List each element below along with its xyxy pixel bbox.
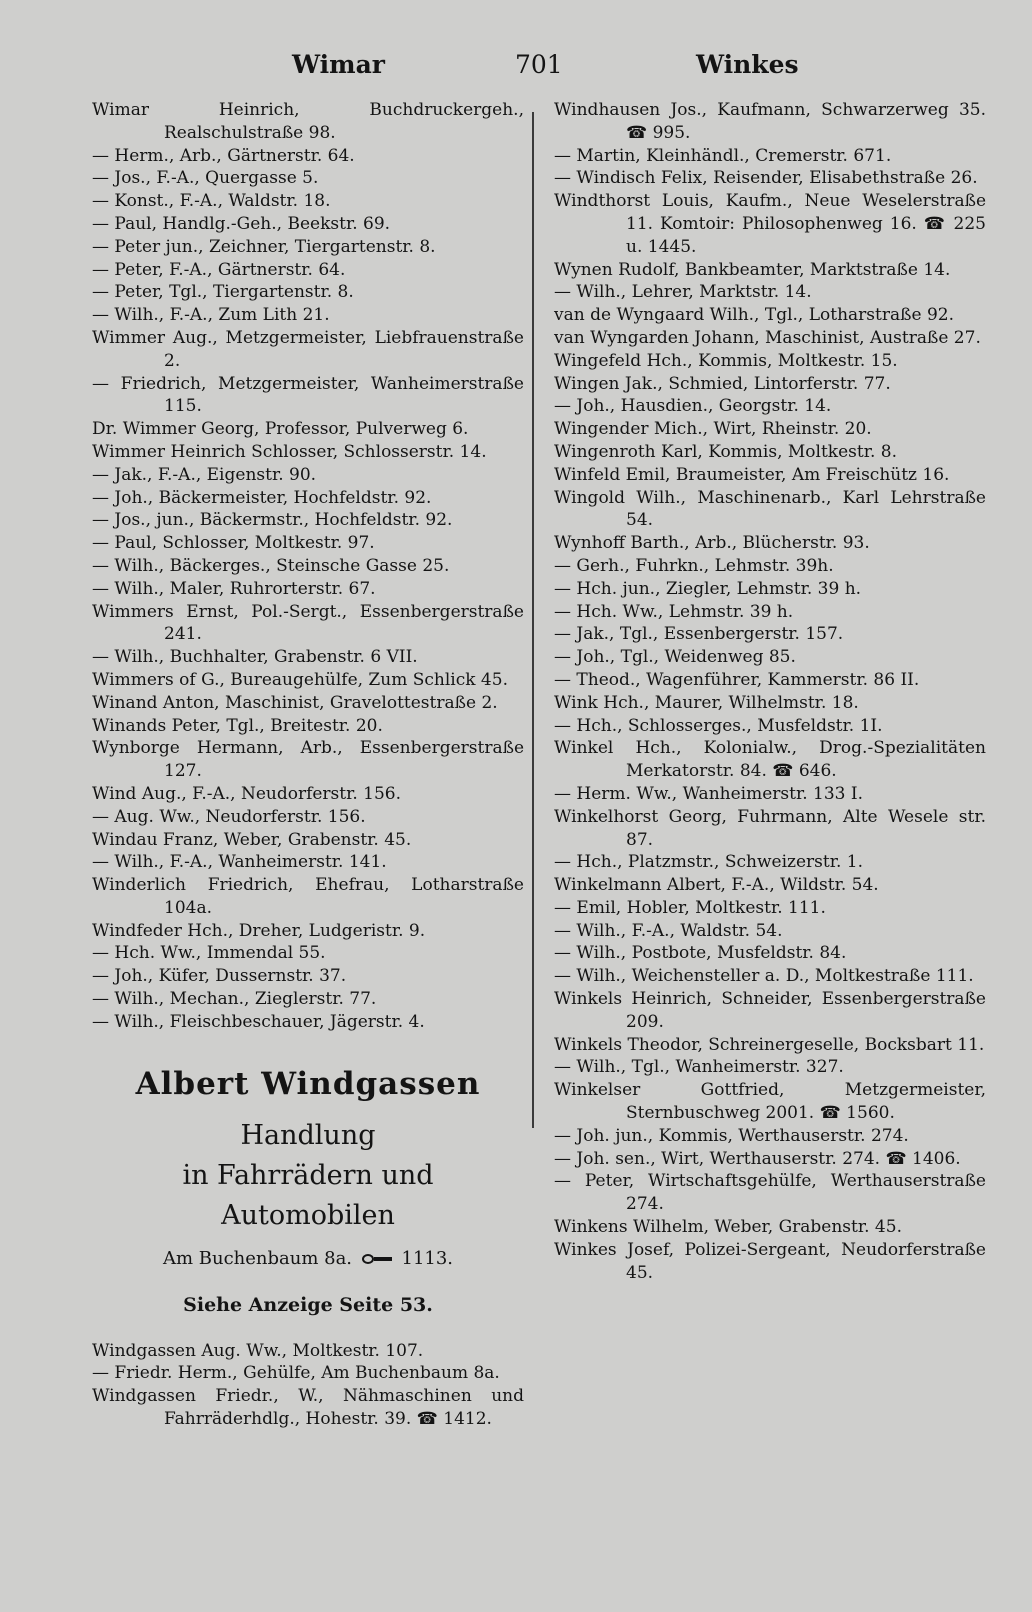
directory-entry: Winkens Wilhelm, Weber, Grabenstr. 45. — [554, 1217, 902, 1238]
directory-entry: Wingen Jak., Schmied, Lintorferstr. 77. — [554, 373, 891, 394]
telephone-icon — [362, 1252, 392, 1266]
directory-entry: — Paul, Handlg.-Geh., Beekstr. 69. — [92, 213, 391, 234]
directory-entry: Wingender Mich., Wirt, Rheinstr. 20. — [554, 419, 872, 440]
directory-entry: Wingefeld Hch., Kommis, Moltkestr. 15. — [554, 350, 898, 371]
directory-entry: — Peter, Wirtschaftsgehülfe, Werthauserstraße 274. — [554, 1171, 986, 1215]
directory-entry: Wimmers of G., Bureaugehülfe, Zum Schlick 45. — [92, 669, 508, 690]
directory-entry: — Emil, Hobler, Moltkestr. 111. — [554, 897, 826, 918]
directory-entry: — Jos., jun., Bäckermstr., Hochfeldstr. 92. — [92, 510, 453, 531]
directory-entry: Windfeder Hch., Dreher, Ludgeristr. 9. — [92, 920, 426, 941]
ad-line-2: in Fahrrädern und Automobilen — [182, 1159, 434, 1231]
directory-entry: — Wilh., Lehrer, Marktstr. 14. — [554, 282, 812, 303]
directory-entry: Winkelhorst Georg, Fuhrmann, Alte Wesele str. 87. — [554, 806, 986, 850]
directory-entry: Winfeld Emil, Braumeister, Am Freischütz 16. — [554, 464, 950, 485]
directory-entry: — Hch. Ww., Lehmstr. 39 h. — [554, 601, 794, 622]
directory-entry: — Gerh., Fuhrkn., Lehmstr. 39h. — [554, 555, 834, 576]
directory-entry: Wingenroth Karl, Kommis, Moltkestr. 8. — [554, 441, 898, 462]
directory-entry: van Wyngarden Johann, Maschinist, Austraße 27. — [554, 327, 981, 348]
ad-address: Am Buchenbaum 8a. — [162, 1247, 353, 1269]
directory-entry: — Hch. jun., Ziegler, Lehmstr. 39 h. — [554, 578, 862, 599]
directory-entry: — Windisch Felix, Reisender, Elisabethstraße 26. — [554, 168, 978, 189]
directory-entry: Wimmers Ernst, Pol.-Sergt., Essenbergerstraße 241. — [92, 601, 524, 645]
directory-entry: Winand Anton, Maschinist, Gravelottestraße 2. — [92, 692, 498, 713]
column-divider — [532, 112, 534, 1128]
directory-entry: — Hch., Schlosserges., Musfeldstr. 1I. — [554, 715, 883, 736]
directory-entry: — Joh., Küfer, Dussernstr. 37. — [92, 966, 347, 987]
directory-entry: — Wilh., Postbote, Musfeldstr. 84. — [554, 943, 847, 964]
ad-see-reference: Siehe Anzeige Seite 53. — [183, 1293, 433, 1316]
directory-entry: — Wilh., F.-A., Wanheimerstr. 141. — [92, 852, 387, 873]
directory-entry: Wink Hch., Maurer, Wilhelmstr. 18. — [554, 692, 859, 713]
directory-entry: Winands Peter, Tgl., Breitestr. 20. — [92, 715, 383, 736]
directory-entry: Wimmer Heinrich Schlosser, Schlosserstr. 14. — [92, 441, 487, 462]
directory-entry: — Wilh., F.-A., Zum Lith 21. — [92, 305, 330, 326]
directory-entry: Windau Franz, Weber, Grabenstr. 45. — [92, 829, 412, 850]
directory-entry: — Friedr. Herm., Gehülfe, Am Buchenbaum 8a. — [92, 1363, 500, 1384]
directory-entry: Dr. Wimmer Georg, Professor, Pulverweg 6. — [92, 419, 469, 440]
directory-entry: Wingold Wilh., Maschinenarb., Karl Lehrstraße 54. — [554, 487, 986, 531]
directory-entry: — Wilh., Fleischbeschauer, Jägerstr. 4. — [92, 1011, 425, 1032]
directory-entry: Wimmer Aug., Metzgermeister, Liebfrauenstraße 2. — [92, 327, 524, 371]
directory-entry: — Jak., Tgl., Essenbergerstr. 157. — [554, 624, 844, 645]
directory-entry: Wynen Rudolf, Bankbeamter, Marktstraße 14. — [554, 259, 951, 280]
directory-entry: — Joh., Tgl., Weidenweg 85. — [554, 647, 796, 668]
left-column — [92, 99, 524, 1431]
directory-entry: Wynhoff Barth., Arb., Blücherstr. 93. — [554, 533, 870, 554]
directory-entry: — Martin, Kleinhändl., Cremerstr. 671. — [554, 145, 892, 166]
directory-entry: Windhausen Jos., Kaufmann, Schwarzerweg 35. ☎ 995. — [554, 100, 986, 143]
directory-entry: — Hch., Platzmstr., Schweizerstr. 1. — [554, 852, 864, 873]
directory-entry: Winkels Heinrich, Schneider, Essenbergerstraße 209. — [554, 989, 986, 1032]
directory-entry: — Wilh., Tgl., Wanheimerstr. 327. — [554, 1057, 844, 1078]
directory-entry: Windthorst Louis, Kaufm., Neue Weselerstraße 11. Komtoir: Philosophenweg 16. ☎ 225 u. 1445. — [554, 191, 986, 257]
directory-entry: — Friedrich, Metzgermeister, Wanheimerstraße 115. — [92, 373, 524, 417]
ad-title: Albert Windgassen — [135, 1065, 481, 1102]
directory-entry: — Hch. Ww., Immendal 55. — [92, 943, 326, 964]
directory-entry: — Aug. Ww., Neudorferstr. 156. — [92, 806, 366, 827]
directory-entry: — Konst., F.-A., Waldstr. 18. — [92, 191, 331, 212]
directory-entry: Winkes Josef, Polizei-Sergeant, Neudorferstraße 45. — [554, 1239, 986, 1283]
directory-entry: — Joh. jun., Kommis, Werthauserstr. 274. — [554, 1125, 909, 1146]
directory-entry: Winkels Theodor, Schreinergeselle, Bocksbart 11. — [554, 1034, 985, 1055]
directory-entry: Wynborge Hermann, Arb., Essenbergerstraße 127. — [92, 738, 524, 782]
directory-entry: Winkelser Gottfried, Metzgermeister, Sternbuschweg 2001. ☎ 1560. — [554, 1080, 986, 1124]
directory-entry: — Peter jun., Zeichner, Tiergartenstr. 8. — [92, 236, 436, 257]
directory-entry: — Wilh., Buchhalter, Grabenstr. 6 VII. — [92, 647, 418, 668]
directory-entry: Windgassen Friedr., W., Nähmaschinen und Fahrräderhdlg., Hohestr. 39. ☎ 1412. — [92, 1386, 524, 1430]
directory-entry: van de Wyngaard Wilh., Tgl., Lotharstraße 92. — [554, 305, 954, 326]
directory-entry: Windgassen Aug. Ww., Moltkestr. 107. — [92, 1340, 424, 1361]
ad-phone: 1113. — [401, 1247, 454, 1269]
directory-entry: — Wilh., Maler, Ruhrorterstr. 67. — [92, 578, 376, 599]
directory-entry: — Wilh., F.-A., Waldstr. 54. — [554, 920, 783, 941]
directory-entry: — Theod., Wagenführer, Kammerstr. 86 II. — [554, 669, 920, 690]
advertisement — [92, 1062, 524, 1322]
directory-entry: — Joh., Bäckermeister, Hochfeldstr. 92. — [92, 487, 432, 508]
directory-entry: Wimar Heinrich, Buchdruckergeh., Realschulstraße 98. — [92, 100, 524, 143]
left-entries — [92, 99, 524, 1034]
directory-entry: — Wilh., Weichensteller a. D., Moltkestraße 111. — [554, 966, 974, 987]
directory-entry: Winderlich Friedrich, Ehefrau, Lotharstraße 104a. — [92, 875, 524, 918]
directory-entry: — Herm., Arb., Gärtnerstr. 64. — [92, 145, 355, 166]
directory-entry: — Paul, Schlosser, Moltkestr. 97. — [92, 533, 375, 554]
directory-entry: — Peter, F.-A., Gärtnerstr. 64. — [92, 259, 346, 280]
directory-entry: — Peter, Tgl., Tiergartenstr. 8. — [92, 282, 354, 303]
directory-entry: Winkelmann Albert, F.-A., Wildstr. 54. — [554, 875, 879, 896]
directory-entry: — Wilh., Bäckerges., Steinsche Gasse 25. — [92, 555, 450, 576]
ad-line-1: Handlung — [240, 1119, 376, 1151]
right-column — [554, 99, 986, 1284]
directory-entry: Winkel Hch., Kolonialw., Drog.-Spezialitäten Merkatorstr. 84. ☎ 646. — [554, 738, 986, 782]
ad-address-line — [92, 1242, 524, 1276]
directory-entry: — Herm. Ww., Wanheimerstr. 133 I. — [554, 783, 863, 804]
directory-entry: — Jos., F.-A., Quergasse 5. — [92, 168, 319, 189]
page-number: 701 — [515, 50, 563, 79]
directory-entry: Wind Aug., F.-A., Neudorferstr. 156. — [92, 783, 402, 804]
right-entries — [554, 99, 986, 1284]
directory-entry: — Jak., F.-A., Eigenstr. 90. — [92, 464, 317, 485]
directory-entry: — Joh., Hausdien., Georgstr. 14. — [554, 396, 832, 417]
header-left-keyword: Wimar — [292, 50, 385, 79]
header-right-keyword: Winkes — [696, 50, 799, 79]
directory-entry: — Wilh., Mechan., Zieglerstr. 77. — [92, 989, 377, 1010]
directory-entry: — Joh. sen., Wirt, Werthauserstr. 274. ☎ 1406. — [554, 1148, 961, 1169]
left-entries-after — [92, 1340, 524, 1431]
